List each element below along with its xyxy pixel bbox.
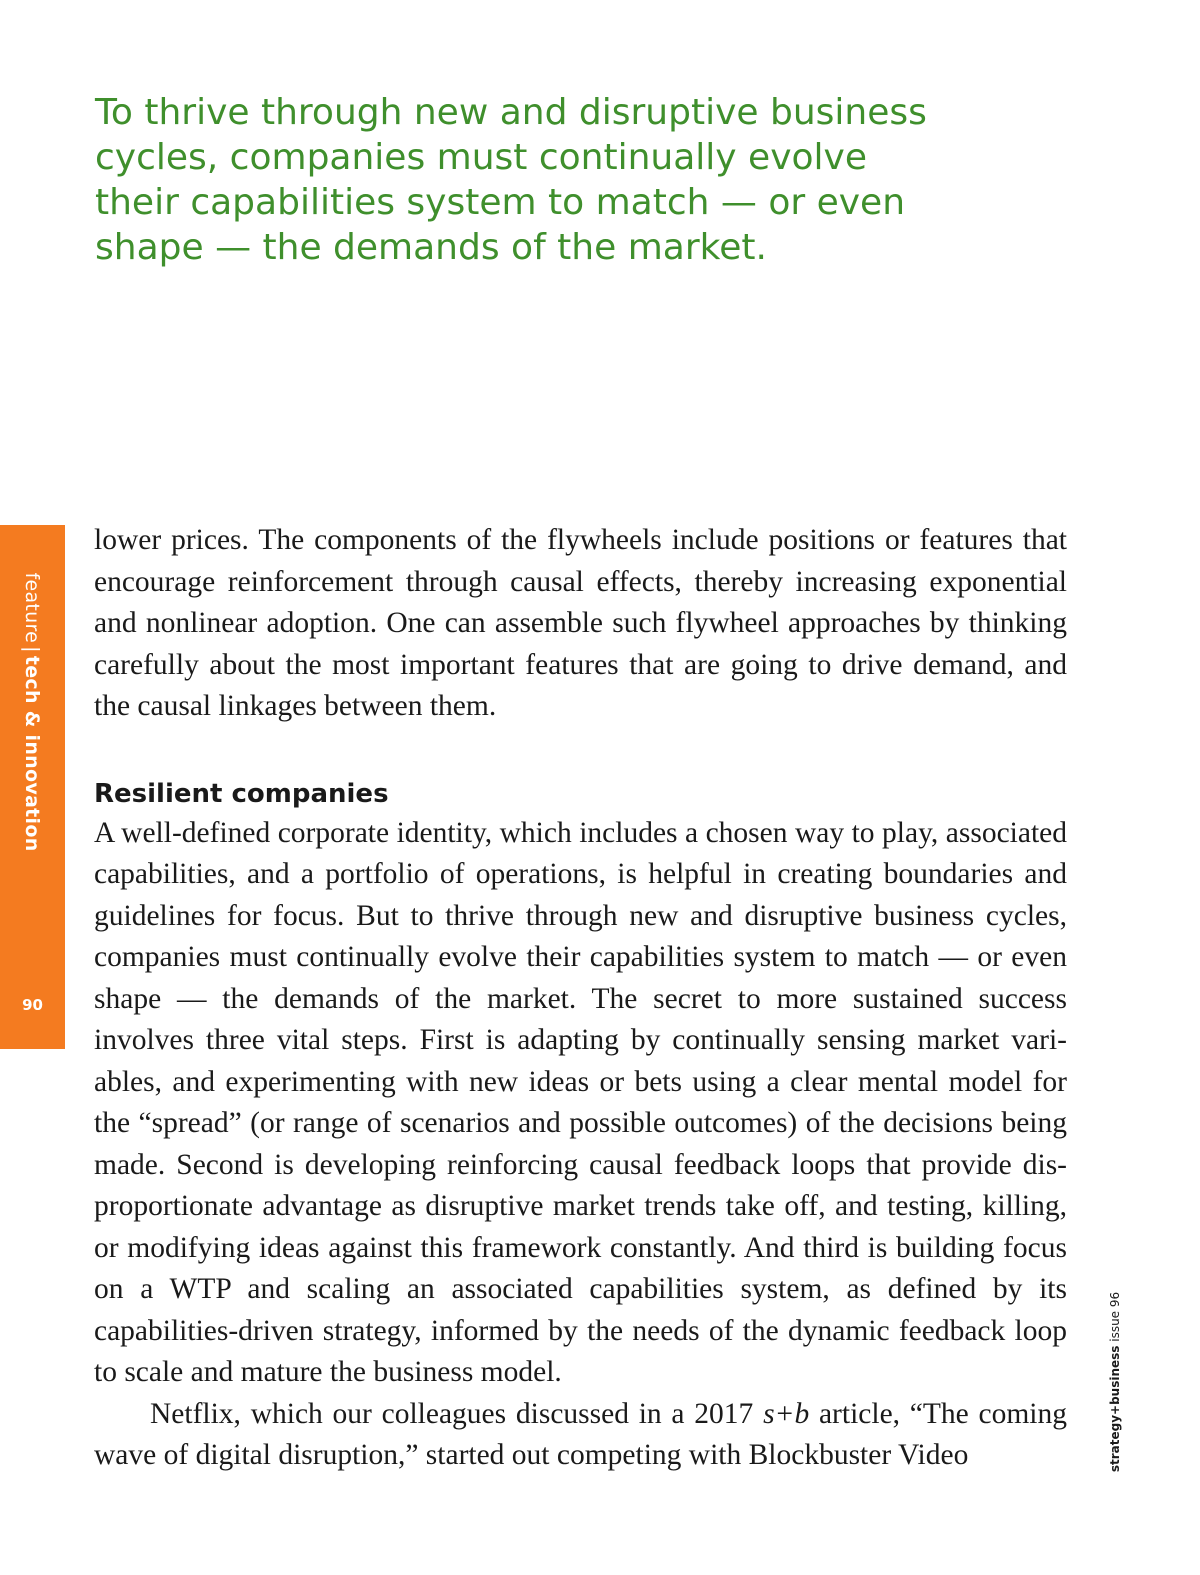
publication-brand: strategy+business: [1108, 1345, 1122, 1473]
pull-quote-line: cycles, companies must continually evolve: [95, 137, 867, 178]
body-paragraph: [94, 1394, 1067, 1477]
pull-quote-line: their capabilities system to match — or even: [95, 182, 906, 223]
pull-quote-line: To thrive through new and disruptive business: [95, 92, 927, 133]
section-name: feature: [21, 572, 43, 644]
article-body: [94, 520, 1067, 1477]
page-number: 90: [22, 996, 43, 1014]
paragraph-text: Netflix, which our colleagues discussed in a 2017: [150, 1397, 764, 1430]
body-paragraph: A well-defined corporate identity, which includes a chosen way to play, associated capabilities, and a portfolio of operations, is helpful in creating boundaries and guidelines for focus. But to thrive through new and disruptive business cycles, companies must continually evolve their capabilities system to match — or even shape — the demands of the market. The secret to more sustained success involves three vital steps. First is adapting by continually sensing market variables, and experimenting with new ideas or bets using a clear mental model for the “spread” (or range of scenarios and possible outcomes) of the decisions being made. Second is developing reinforcing causal feedback loops that provide disproportionate advantage as disruptive market trends take off, and testing, killing, or modifying ideas against this framework constantly. And third is building focus on a WTP and scaling an associated capabilities system, as defined by its capabilities-driven strategy, informed by the needs of the dynamic feedback loop to scale and mature the business model.: [94, 816, 1067, 1388]
pull-quote-line: shape — the demands of the market.: [95, 227, 767, 268]
body-paragraph: lower prices. The components of the flywheels include positions or features that encourage reinforcement through causal effects, thereby increasing exponential and nonlinear adoption. One can assemble such flywheel approaches by thinking carefully about the most important features that are going to drive demand, and the causal linkages between them.: [94, 524, 1067, 722]
section-heading: Resilient companies: [94, 778, 389, 809]
section-separator: |: [21, 646, 43, 653]
section-topic: tech & innovation: [21, 655, 43, 852]
pull-quote: [95, 90, 1015, 270]
issue-number: issue 96: [1108, 1291, 1122, 1346]
publication-name: s+b: [763, 1397, 810, 1430]
paragraph-text: article, “The coming wave of digital disruption,” started out competing with Blockbuster Video: [94, 1397, 1067, 1471]
